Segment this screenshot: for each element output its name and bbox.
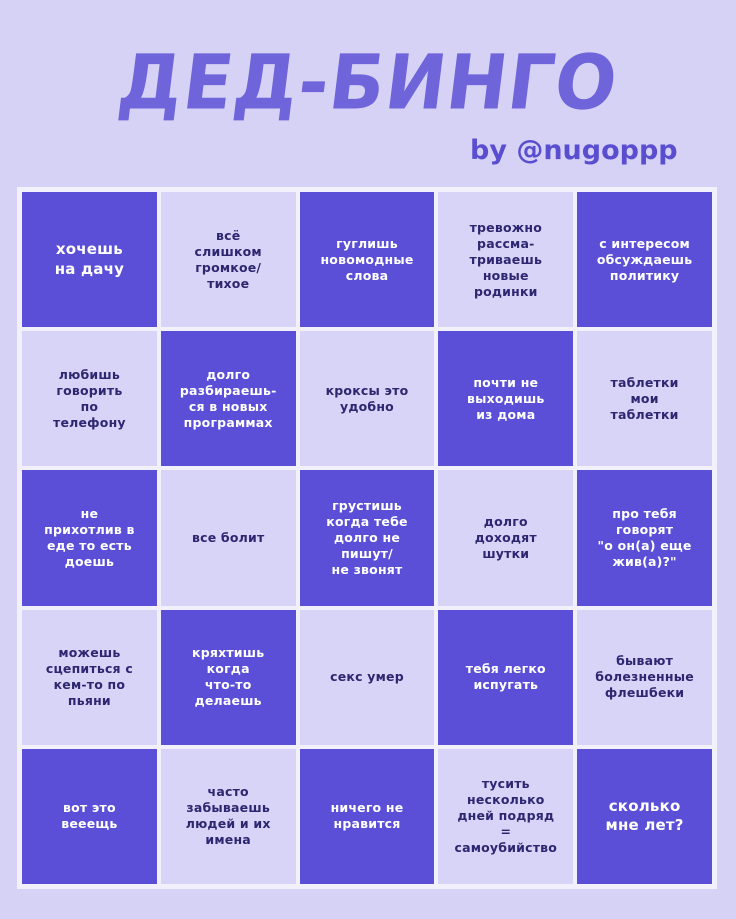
bingo-cell[interactable]: сколько мне лет? (577, 749, 712, 884)
bingo-cell[interactable]: почти не выходишь из дома (438, 331, 573, 466)
bingo-cell[interactable]: тебя легко испугать (438, 610, 573, 745)
bingo-cell[interactable]: тусить несколько дней подряд = самоубийство (438, 749, 573, 884)
bingo-cell[interactable]: таблетки мои таблетки (577, 331, 712, 466)
bingo-cell[interactable]: с интересом обсуждаешь политику (577, 192, 712, 327)
bingo-cell[interactable]: тревожно рассма- триваешь новые родинки (438, 192, 573, 327)
bingo-board (17, 187, 717, 889)
bingo-cell[interactable]: можешь сцепиться с кем-то по пьяни (22, 610, 157, 745)
bingo-cell[interactable]: вот это вееещь (22, 749, 157, 884)
bingo-cell[interactable]: долго доходят шутки (438, 470, 573, 605)
bingo-cell[interactable]: кряхтишь когда что-то делаешь (161, 610, 296, 745)
bingo-cell[interactable]: долго разбираешь- ся в новых программах (161, 331, 296, 466)
author-byline: by @nugoppp (470, 135, 678, 166)
bingo-cell[interactable]: про тебя говорят "о он(а) еще жив(а)?" (577, 470, 712, 605)
bingo-cell[interactable]: гуглишь новомодные слова (300, 192, 435, 327)
bingo-cell[interactable]: всё слишком громкое/ тихое (161, 192, 296, 327)
bingo-cell[interactable]: любишь говорить по телефону (22, 331, 157, 466)
page-title: ДЕД-БИНГО (113, 37, 623, 127)
bingo-cell[interactable]: бывают болезненные флешбеки (577, 610, 712, 745)
bingo-cell[interactable]: все болит (161, 470, 296, 605)
bingo-cell[interactable]: секс умер (300, 610, 435, 745)
bingo-cell[interactable]: кроксы это удобно (300, 331, 435, 466)
bingo-cell[interactable]: не прихотлив в еде то есть доешь (22, 470, 157, 605)
bingo-cell[interactable]: часто забываешь людей и их имена (161, 749, 296, 884)
bingo-cell[interactable]: ничего не нравится (300, 749, 435, 884)
bingo-cell[interactable]: хочешь на дачу (22, 192, 157, 327)
bingo-cell[interactable]: грустишь когда тебе долго не пишут/ не звонят (300, 470, 435, 605)
